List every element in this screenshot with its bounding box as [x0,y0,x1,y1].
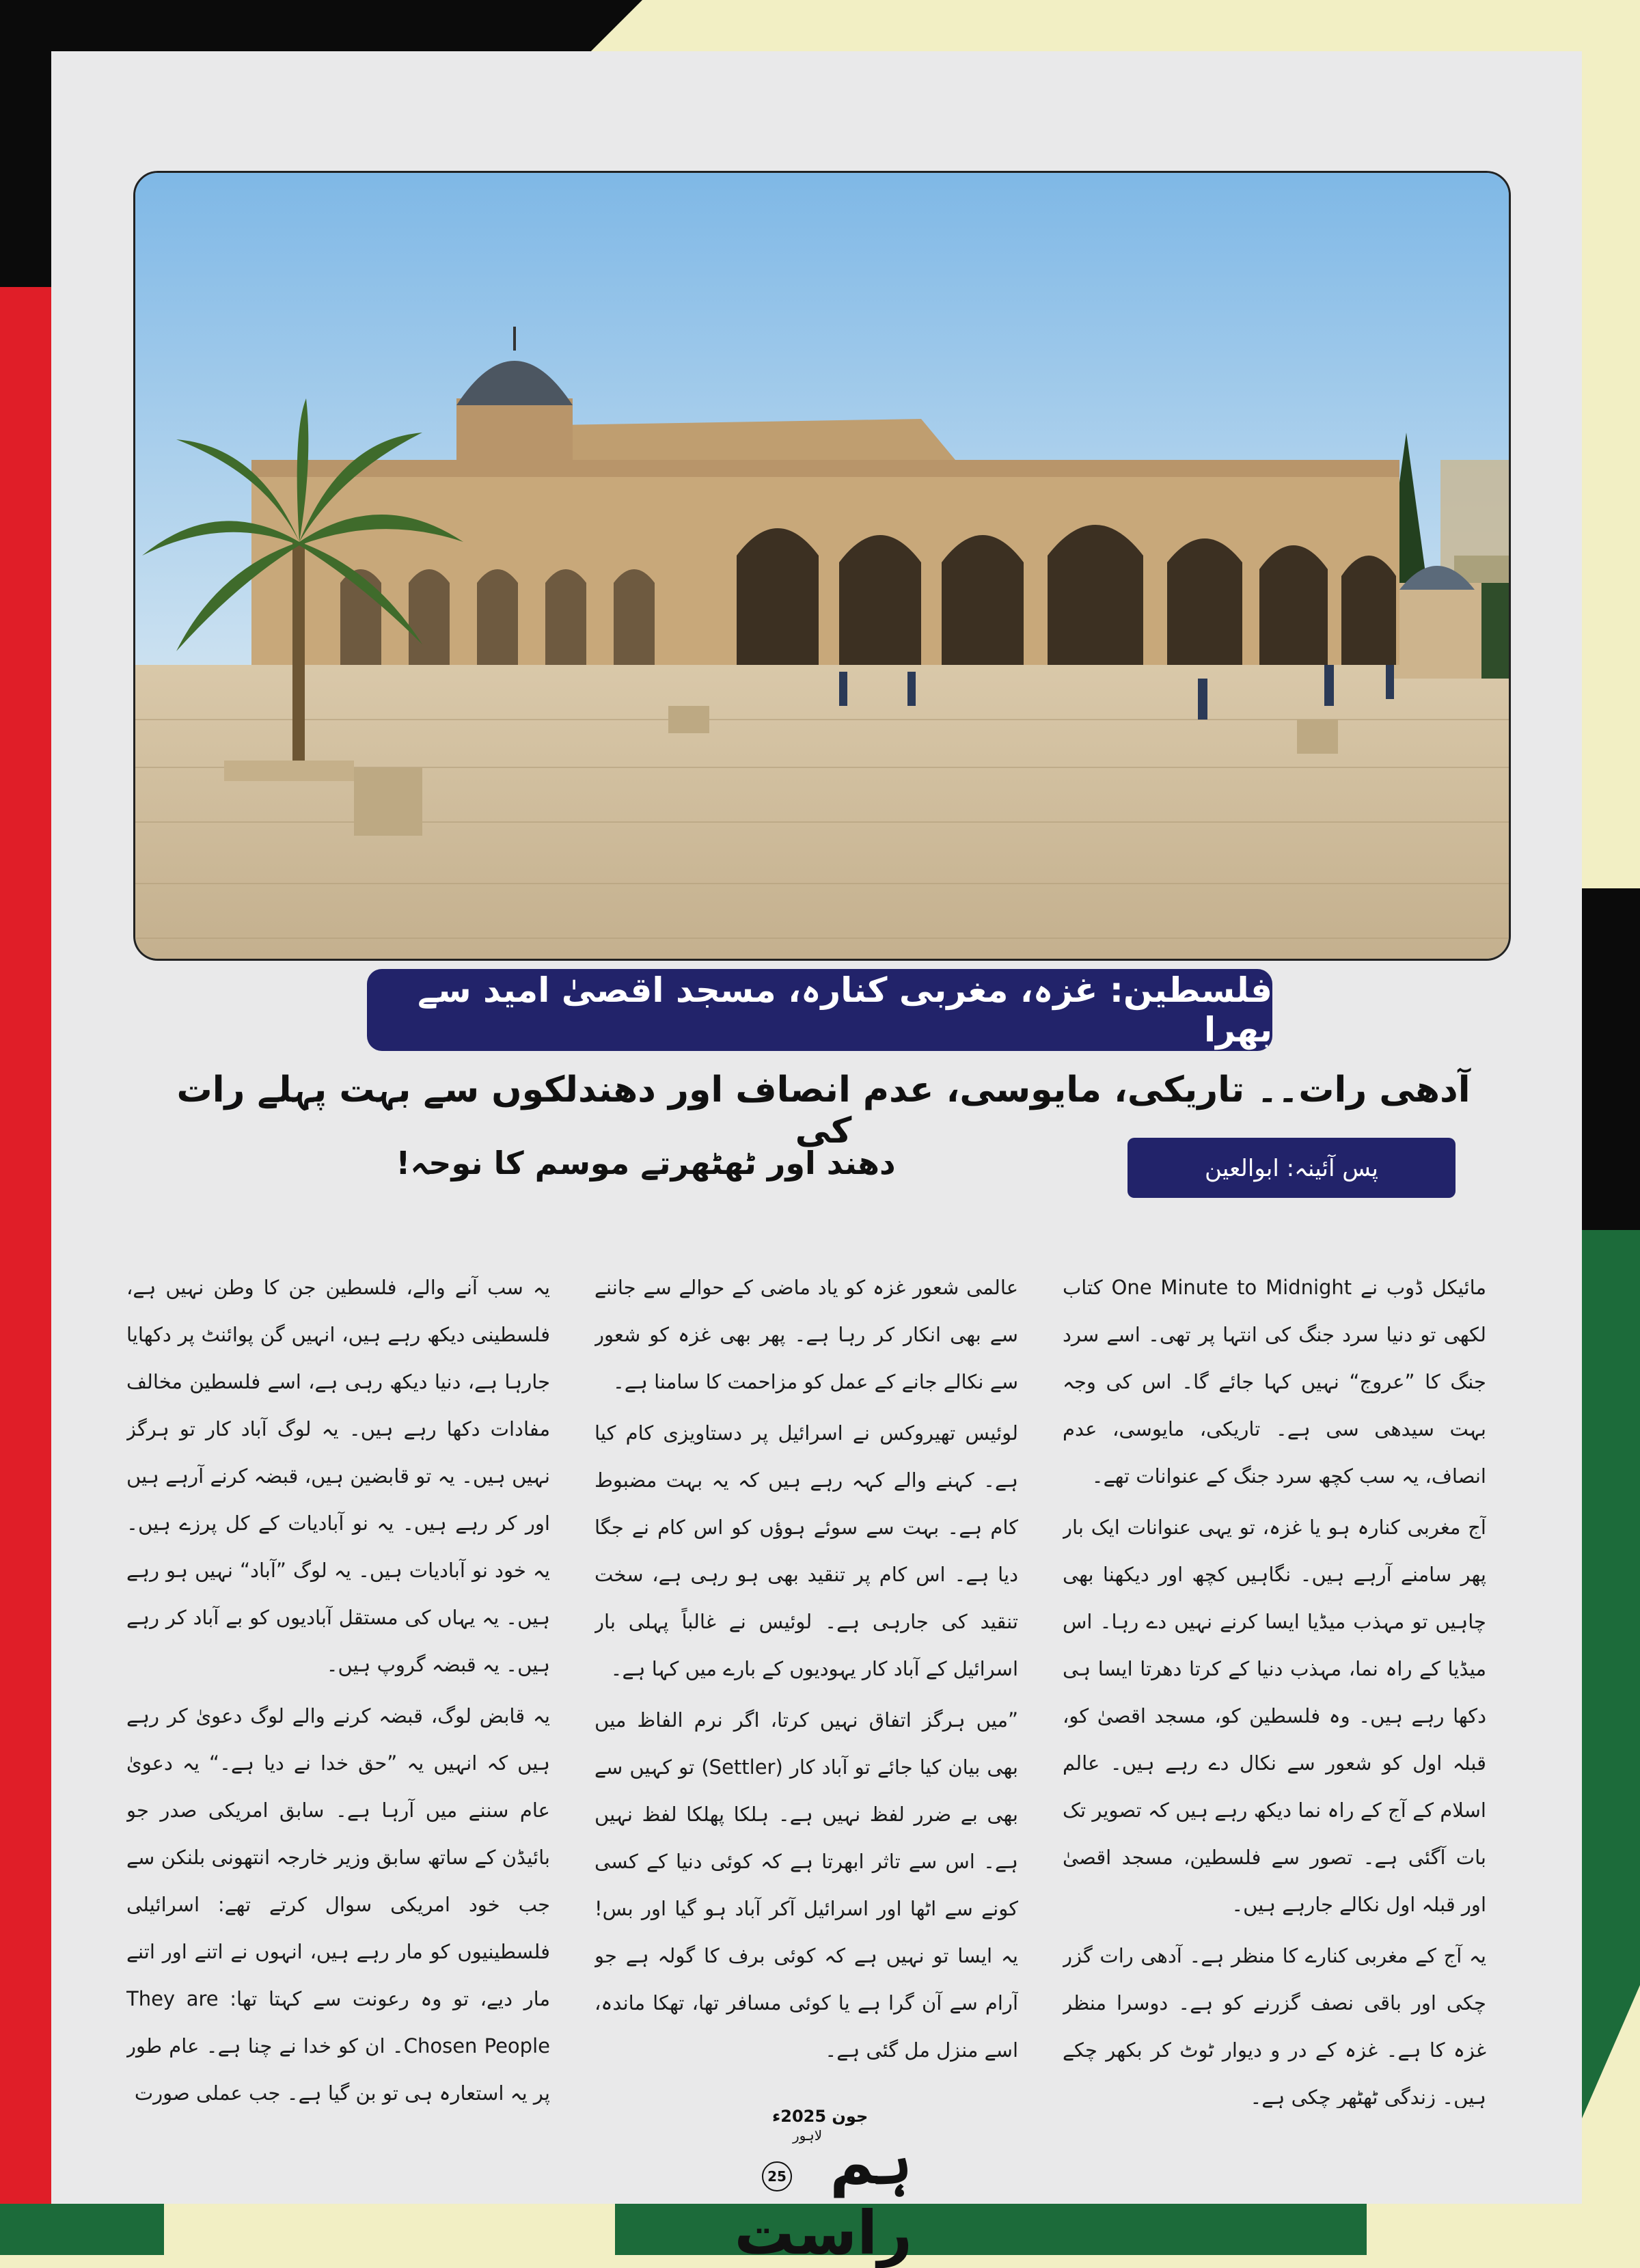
bottom-left-green-band [0,2204,164,2255]
article-body [126,1264,1486,2108]
subheadline-2: دھند اور ٹھٹھرتے موسم کا نوحہ! [396,1145,896,1181]
al-aqsa-mosque-illustration [135,173,1509,959]
right-green-band [1582,1230,1640,2118]
column-left [126,1264,550,2108]
column-right [1063,1264,1486,2108]
mosque-photo [133,171,1511,961]
column-middle [594,1264,1018,2108]
masthead-logo [707,2107,912,2268]
magazine-name: ہم راست [734,2127,912,2268]
issue-date: جون 2025ء [772,2107,869,2126]
magazine-page [51,51,1582,2268]
right-black-band [1582,888,1640,1230]
author-banner [1128,1138,1456,1198]
paragraph: عالمی شعور غزہ کو یاد ماضی کے حوالے سے جاننے سے بھی انکار کر رہا ہے۔ پھر بھی غزہ کو شعور سے نکالے جانے کے عمل کو مزاحمت کا سامنا ہے۔ [594,1276,1018,1393]
paragraph: یہ سب آنے والے، فلسطین جن کا وطن نہیں ہے، فلسطینی دیکھ رہے ہیں، انہیں گن پوائنٹ پر دکھایا جارہا ہے، دنیا دیکھ رہی ہے، اسے فلسطین مخالف مفادات دکھا رہے ہیں۔ یہ لوگ آباد کار تو ہرگز نہیں ہیں۔ یہ تو قابضین ہیں، قبضہ کرنے آرہے ہیں اور کر رہے ہیں۔ یہ نو آبادیات کے کل پرزے ہیں۔ یہ خود نو آبادیات ہیں۔ یہ لوگ ”آباد“ نہیں ہو رہے ہیں۔ یہ یہاں کی مستقل آبادیوں کو بے آباد کر رہے ہیں۔ یہ قبضہ گروپ ہیں۔ [126,1276,550,1676]
page-number: 25 [762,2161,792,2191]
issue-city: لاہور [793,2127,823,2144]
flag-red-band [0,287,51,2255]
subheadline-1: آدھی رات۔۔ تاریکی، مایوسی، عدم انصاف اور دھندلکوں سے بہت پہلے رات کی [176,1069,1471,1151]
paragraph: مائیکل ڈوب نے One Minute to Midnight کتاب لکھی تو دنیا سرد جنگ کی انتہا پر تھی۔ اسے سرد جنگ کا ”عروج“ نہیں کہا جائے گا۔ اس کی وجہ بہت سیدھی سی ہے۔ تاریکی، مایوسی، عدم انصاف، یہ سب کچھ سرد جنگ کے عنوانات تھے۔ [1063,1276,1486,1488]
top-black-band [0,0,642,51]
headline: فلسطین: غزہ، مغربی کنارہ، مسجد اقصیٰ امید سے بھرا [418,970,1272,1050]
paragraph: یہ قابض لوگ، قبضہ کرنے والے لوگ دعویٰ کر رہے ہیں کہ انہیں یہ ”حق خدا نے دیا ہے۔“ یہ دعویٰ عام سننے میں آرہا ہے۔ سابق امریکی صدر جو بائیڈن کے ساتھ سابق وزیر خارجہ انتھونی بلنکن سے جب خود امریکی سوال کرتے تھے: اسرائیلی فلسطینیوں کو مار رہے ہیں، انہوں نے اتنے اور اتنے مار دیے، تو وہ رعونت سے کہتا تھا: They are Chosen People۔ ان کو خدا نے چنا ہے۔ عام طور پر یہ استعارہ ہی تو بن گیا ہے۔ جب عملی صورت [126,1704,550,2105]
paragraph: آج مغربی کنارہ ہو یا غزہ، تو یہی عنوانات ایک بار پھر سامنے آرہے ہیں۔ نگاہیں کچھ اور دیکھنا بھی چاہیں تو مہذب میڈیا ایسا کرنے نہیں دے رہا۔ اس میڈیا کے راہ نما، مہذب دنیا کے کرتا دھرتا ایسا ہی دکھا رہے ہیں۔ وہ فلسطین کو، مسجد اقصیٰ کو، قبلہ اول کو شعور سے نکال دے رہے ہیں۔ عالم اسلام کے آج کے راہ نما دیکھ رہے ہیں کہ تصویر تک بات آگئی ہے۔ تصور سے فلسطین، مسجد اقصیٰ اور قبلہ اول نکالے جارہے ہیں۔ [1063,1516,1486,1916]
paragraph: ”میں ہرگز اتفاق نہیں کرتا، اگر نرم الفاظ میں بھی بیان کیا جائے تو آباد کار (Settler) تو کہیں سے بھی بے ضرر لفظ نہیں ہے۔ ہلکا پھلکا لفظ نہیں ہے۔ اس سے تاثر ابھرتا ہے کہ کوئی دنیا کے کسی کونے سے اٹھا اور اسرائیل آکر آباد ہو گیا اور بس! یہ ایسا تو نہیں ہے کہ کوئی برف کا گولہ ہے جو آرام سے آن گرا ہے یا کوئی مسافر تھا، تھکا ماندہ، اسے منزل مل گئی ہے۔ [594,1708,1018,2062]
headline-banner [367,969,1272,1051]
paragraph: لوئیس تھیروکس نے اسرائیل پر دستاویزی کام کیا ہے۔ کہنے والے کہہ رہے ہیں کہ یہ بہت مضبوط کام ہے۔ بہت سے سوئے ہوؤں کو اس کام نے جگا دیا ہے۔ اس کام پر تنقید بھی ہو رہی ہے، سخت تنقید کی جارہی ہے۔ لوئیس نے غالباً پہلی بار اسرائیل کے آباد کار یہودیوں کے بارے میں کہا ہے۔ [594,1421,1018,1680]
paragraph: یہ آج کے مغربی کنارے کا منظر ہے۔ آدھی رات گزر چکی اور باقی نصف گزرنے کو ہے۔ دوسرا منظر غزہ کا ہے۔ غزہ کے در و دیوار ٹوٹ کر بکھر چکے ہیں۔ زندگی ٹھٹھر چکی ہے۔ [1063,1944,1486,2108]
author-byline: پس آئینہ: ابوالعین [1204,1154,1379,1182]
